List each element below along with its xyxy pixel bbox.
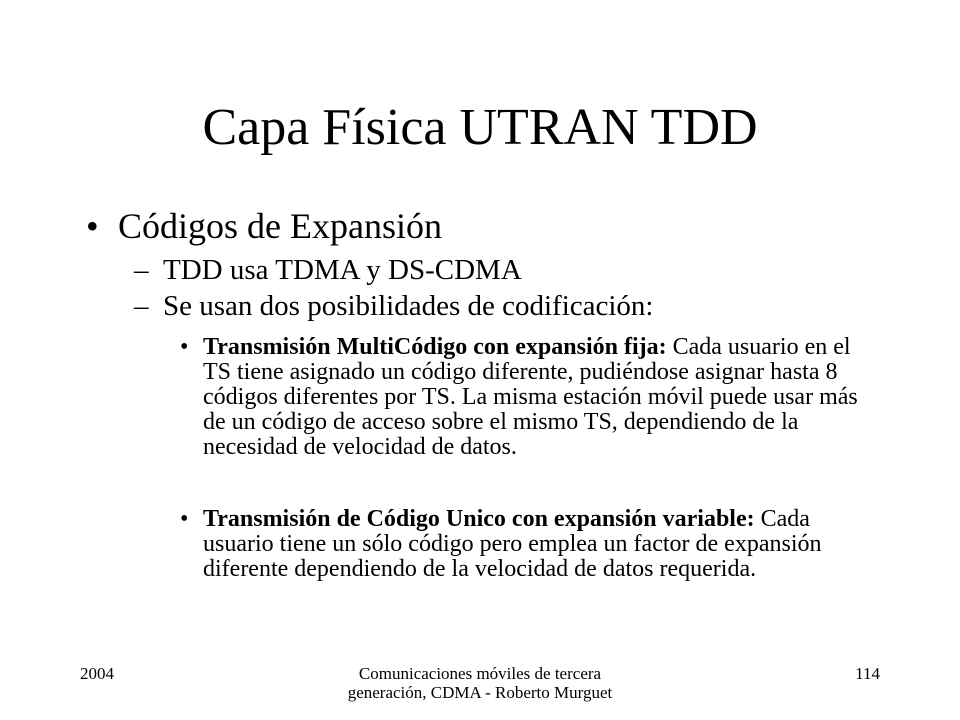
bullet-codigos-expansion [86,203,442,249]
bullet-icon: • [86,206,99,246]
slide-title: Capa Física UTRAN TDD [202,99,758,156]
footer-course-title: Comunicaciones móviles de tercera generación, CDMA - Roberto Murguet [347,664,613,702]
dash-icon: – [134,290,149,322]
sub-item-codificacion [134,288,653,324]
sub-item-text: TDD usa TDMA y DS-CDMA [163,254,522,286]
bullet-icon: • [180,334,189,360]
detail-text [203,335,870,460]
dash-icon: – [134,254,149,286]
detail-body: Cada usuario tiene un sólo código pero emplea un factor de expansión diferente dependiendo de la velocidad de datos requerida. [203,506,822,582]
detail-heading: Transmisión MultiCódigo con expansión fija: [203,334,667,360]
sub-item-text: Se usan dos posibilidades de codificación: [163,290,654,322]
bullet-icon: • [180,506,189,532]
footer-year: 2004 [80,664,114,683]
bullet-text: Códigos de Expansión [118,206,442,246]
detail-body: Cada usuario en el TS tiene asignado un código diferente, pudiéndose asignar hasta 8 códigos diferentes por TS. La misma estación móvil puede usar más de un código de acceso sobre el mismo TS, dependiendo de la necesidad de velocidad de datos. [203,334,858,460]
detail-heading: Transmisión de Código Unico con expansión variable: [203,506,755,532]
detail-codigo-unico [180,507,870,582]
detail-text [203,507,870,582]
sub-item-tdd [134,252,522,288]
footer-page-number: 114 [855,664,880,683]
detail-multicodigo [180,335,870,460]
